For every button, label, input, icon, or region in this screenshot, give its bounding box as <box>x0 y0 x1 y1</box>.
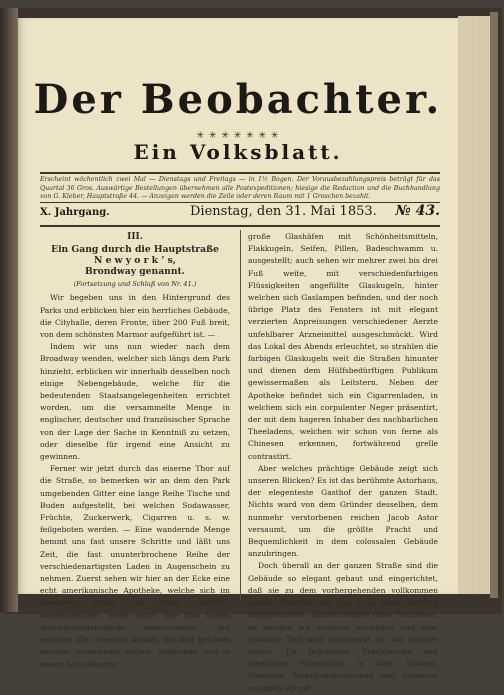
dateline <box>40 204 440 224</box>
paragraph: Wir begeben uns in den Hintergrund des Parks und erblicken hier ein herrliches Gebäude, die Cityhalle, deren Fronte, über 200 Fuß breit, von dem schönsten Marmor aufgeführt ist. — <box>40 293 230 340</box>
page-edges <box>458 16 490 594</box>
rule-top <box>40 172 440 174</box>
article-headline: Ein Gang durch die Hauptstraße <box>51 244 219 256</box>
masthead-ornament: ✳ ✳ ✳ ✳ ✳ ✳ ✳ <box>196 131 280 141</box>
subscription-notice: Erscheint wöchentlich zwei Mal — Dienstags und Freitags — in 1½ Bogen. Der Vorausbezahlungspreis beträgt für das Quartal 36 Gros. Auswärtige Bestellungen übernehmen alle Postexpeditionen; hiesige die Redaction und die Buchhandlung von G. Kleber, Hauptstraße 44. — Anzeigen werden die Zeile oder deren Raum mit 1 Groschen bezahlt. <box>40 176 440 200</box>
issue-date: Dienstag, den 31. Mai 1853. <box>190 204 377 219</box>
column-left <box>40 231 230 671</box>
paragraph: Doch überall an der ganzen Straße sind die Gebäude so elegant gebaut und eingerichtet, daß sie zu dem vorhergehenden vollkommen passen. Besehen wir uns z. B. jenen herrlich ausgestatteten Galanterieladen eines Franzosen, so werden wir erstaunt verweilen und eine geraume Zeit wird unbemerkt an uns vorüber gehen. Da prächtigen Prachtwerke und niedlichen Nippsachen in allen Massen, Porzellan, Metallcompositionen und Gußeisen wechseln ab mit <box>248 561 438 693</box>
book-cover-edge <box>490 12 498 598</box>
paragraph: Indem wir uns nun wieder nach dem Broadway wenden, welcher sich längs dem Park hinzieht, erblicken wir innerhalb desselben noch einige Nebengebäude, welche für die bedeutenden Staatsangelegenheiten errichtet worden, um die versammelte Menge in englischer, deutscher und französischer Sprache von der Lage der Sache in Kenntniß zu setzen, oder dieselbe für irgend eine Ansicht zu gewinnen. <box>40 342 230 462</box>
column-divider <box>240 230 241 600</box>
paragraph: Aber welches prächtige Gebäude zeigt sich unseren Blicken? Es ist das berühmte Astorhaus, der elegenteste Gasthof der ganzen Stadt. Nichts ward von dem Gründer desselben, dem nunmehr verstorbenen reichen Jacob Astor versaumt, um die größte Pracht und Bequemlichkeit in dem colossalen Gebäude anzubringen. <box>248 463 438 559</box>
column-right <box>248 231 438 695</box>
issue-number: № 43. <box>395 203 440 219</box>
masthead-subtitle: Ein Volksblatt. <box>133 140 343 164</box>
rule-bottom <box>40 225 440 227</box>
rule-mid <box>40 202 440 203</box>
article-subhead: Brondway genannt. <box>85 266 185 278</box>
masthead-title: Der Beobachter. <box>33 76 443 123</box>
volume-label: X. Jahrgang. <box>40 207 110 218</box>
article-section: III. <box>127 232 143 242</box>
article-note: (Fortsetzung und Schluß von Nr. 41.) <box>73 280 197 289</box>
paragraph: große Glashäfen mit Schönheitsmitteln, Flakkugeln, Seifen, Pillen, Badeschwamm u. ausgestellt; auch sehen wir mehrer zwei bis drei Fuß weite, mit verschiedenfarbigen Flüssigkeiten angefüllte Glaskugeln, hinter welchen sich Gaslampen befinden, und der noch übrige Platz des Fensters ist mit elegant verzierten Anpreisungen verschiedener Aerzte unfehlbarer Arzneimittel ausgeschmückt. Wird das Lokal des Abends erleuchtet, so strahlen die farbigen Glaskugeln weit die Straßen hinunter und dienen dem Hülfsbedürftigen Publikum gewissermaßen als Leitstern. Neben der Apotheke befindet sich ein Cigarrenladen, in welchem sich ein corpulenter Neger präsentirt, der mit dem hageren Inhaber des nachbarlichen Theeladens, welchen wir schon von ferne als Chinesen erkennen, fortwährend grelle contrastirt. <box>248 232 438 461</box>
book-spine <box>0 8 18 612</box>
article-place: N e w y o r k ’ s, <box>94 255 176 267</box>
paragraph: Ferner wir jetzt durch das eiserne Thor auf die Straße, so bemerken wir an dem den Park umgebenden Gitter eine lange Reihe Tische und Buden aufgestellt, bei welchen Sodawasser, Früchte, Zuckerwerk, Cigarren u. s. w. feilgeboten werden. — Eine wandernde Menge hemmt uns fast unsere Schritte und läßt uns Zeit, die fast ununterbrochene Reihe der verschiedenartigsten Laden in Augenschein zu nehmen. Zuerst sehen wir hier an der Ecke eine echt amerikanische Apotheke, welche sich im Aeußeren schon von einer deutsch-amerikanischen leicht durch ihre fünf hohen Aufsichtsgegenstände unterscheidet, auf welchen alle courante Artikel, die dort gehören werden, verzeichnet stehen. Außerdem sind in einem Schaufenster <box>40 464 230 669</box>
newspaper-page <box>18 18 458 693</box>
